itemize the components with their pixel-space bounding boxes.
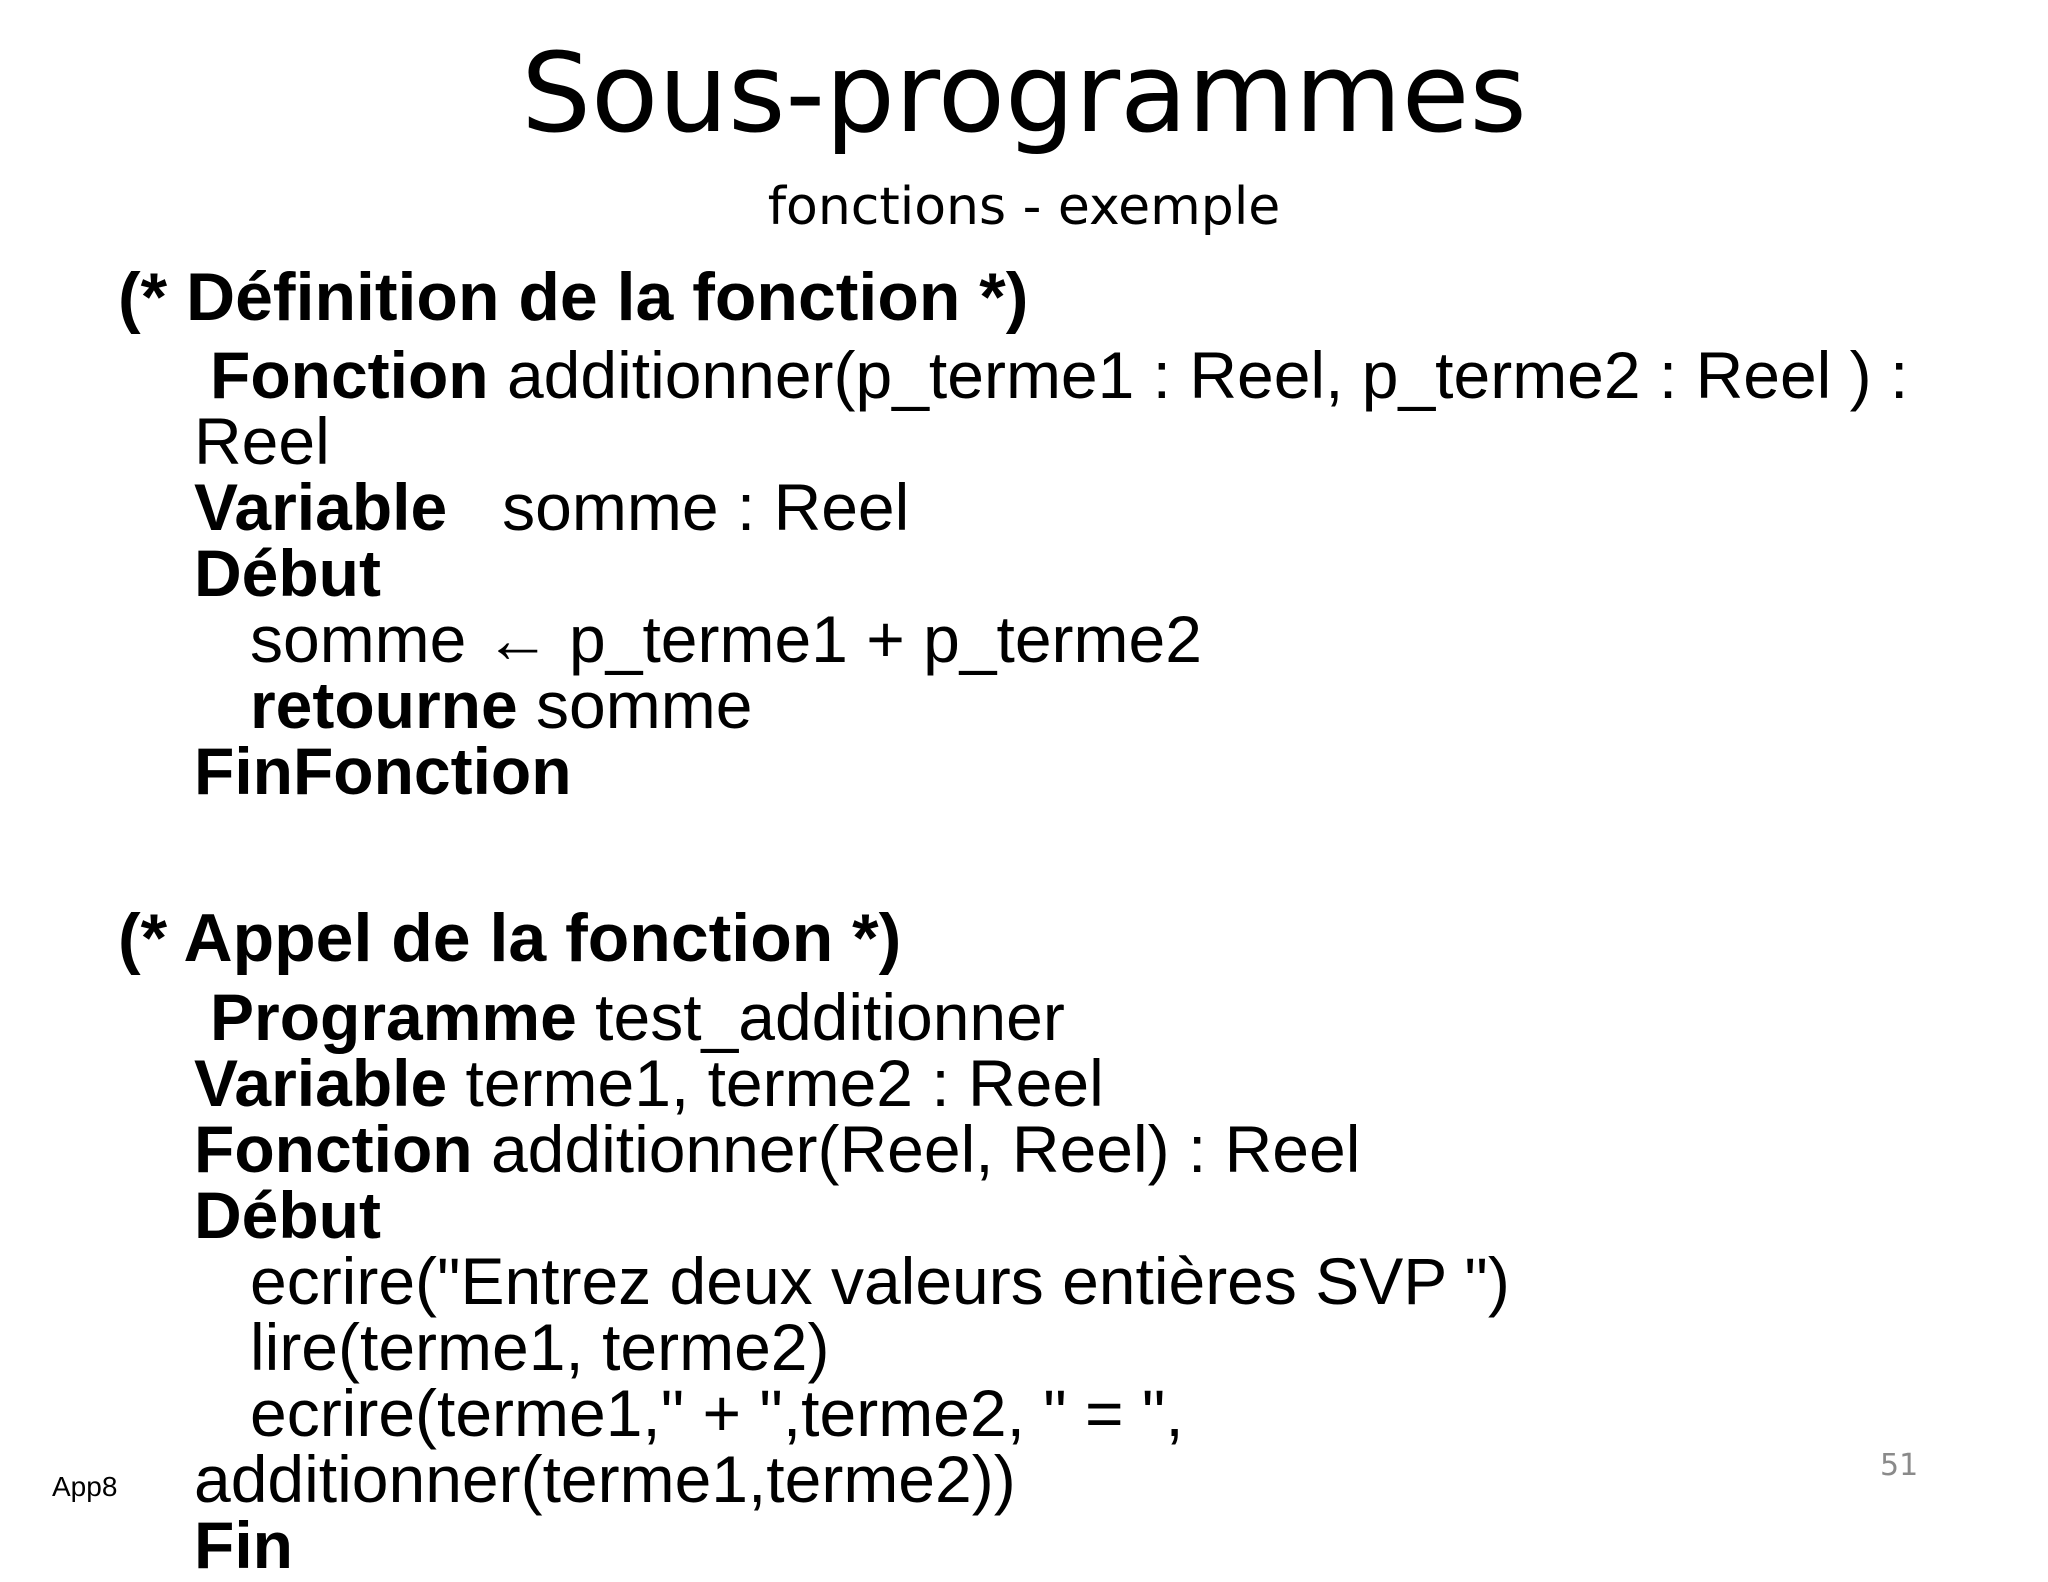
keyword-programme: Programme	[210, 980, 577, 1054]
keyword-fonction: Fonction	[194, 1112, 473, 1186]
slide-title: Sous-programmes	[521, 29, 1527, 157]
keyword-debut: Début	[194, 1178, 381, 1252]
code-line-call-3	[194, 1112, 1361, 1186]
code-line-def-3	[194, 470, 910, 544]
code-text: lire(terme1, terme2)	[250, 1310, 830, 1384]
code-line-def-2	[194, 404, 330, 478]
code-text: Reel	[194, 404, 330, 478]
code-text: additionner(Reel, Reel) : Reel	[472, 1112, 1361, 1186]
code-line-call-7	[250, 1376, 1184, 1450]
slide-subtitle: fonctions - exemple	[767, 177, 1281, 237]
section-comment-definition: (* Définition de la fonction *)	[118, 259, 1029, 335]
keyword-fonction: Fonction	[210, 338, 489, 412]
section-comment-call: (* Appel de la fonction *)	[118, 900, 902, 976]
code-text: additionner(terme1,terme2))	[194, 1442, 1016, 1516]
code-line-def-5	[250, 602, 1202, 676]
code-line-call-6	[250, 1310, 830, 1384]
page-number: 51	[1880, 1448, 1919, 1483]
code-text: additionner(p_terme1 : Reel, p_terme2 : Reel ) :	[488, 338, 1909, 412]
keyword-variable: Variable	[194, 1046, 448, 1120]
code-line-def-7	[194, 734, 572, 808]
code-text: somme	[517, 668, 753, 742]
code-text: ecrire(terme1," + ",terme2, " = ",	[250, 1376, 1184, 1450]
keyword-fin: Fin	[194, 1508, 293, 1582]
code-line-call-4	[194, 1178, 381, 1252]
code-text: test_additionner	[576, 980, 1065, 1054]
code-line-def-4	[194, 536, 381, 610]
code-line-call-8	[194, 1442, 1016, 1516]
keyword-finfonction: FinFonction	[194, 734, 572, 808]
code-line-call-5	[250, 1244, 1510, 1318]
code-line-call-2	[194, 1046, 1104, 1120]
keyword-retourne: retourne	[250, 668, 518, 742]
code-text: somme : Reel	[447, 470, 910, 544]
keyword-debut: Début	[194, 536, 381, 610]
code-line-call-1	[210, 980, 1065, 1054]
code-text: ecrire("Entrez deux valeurs entières SVP ")	[250, 1244, 1510, 1318]
code-line-call-9	[194, 1508, 293, 1582]
footer-label: App8	[52, 1471, 118, 1502]
code-line-def-6	[250, 668, 753, 742]
code-line-def-1	[210, 338, 1909, 412]
keyword-variable: Variable	[194, 470, 448, 544]
code-text: terme1, terme2 : Reel	[447, 1046, 1104, 1120]
code-text: somme ← p_terme1 + p_terme2	[250, 602, 1202, 676]
